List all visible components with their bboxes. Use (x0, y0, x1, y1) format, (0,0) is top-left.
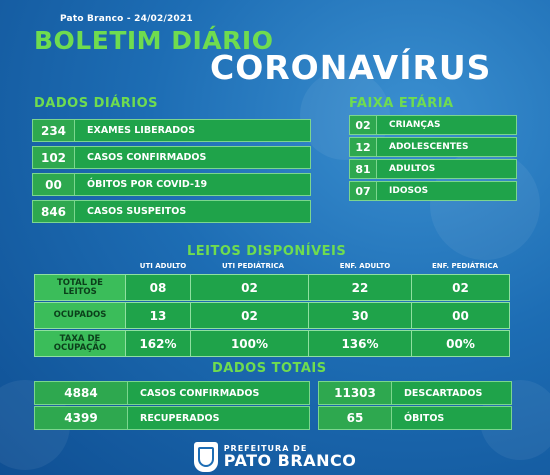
beds-cell: 136% (309, 330, 412, 357)
daily-label: EXAMES LIBERADOS (75, 119, 311, 142)
beds-column-header: UTI PEDIÁTRICA (221, 262, 285, 270)
totals-label: ÓBITOS (392, 406, 512, 430)
totals-label: CASOS CONFIRMADOS (128, 381, 310, 405)
beds-row (34, 274, 510, 301)
beds-cell: 00% (412, 330, 510, 357)
daily-row (32, 146, 311, 169)
age-value: 81 (349, 159, 377, 179)
totals-value: 65 (318, 406, 392, 430)
daily-data-title: DADOS DIÁRIOS (34, 96, 159, 111)
totals-label: DESCARTADOS (392, 381, 512, 405)
bulletin-title: BOLETIM DIÁRIO (34, 26, 274, 55)
beds-cell: 13 (126, 302, 191, 329)
beds-cell: 00 (412, 302, 510, 329)
totals-label: RECUPERADOS (128, 406, 310, 430)
beds-cell: 02 (412, 274, 510, 301)
bulletin-subtitle: CORONAVÍRUS (210, 48, 492, 87)
beds-cell: 02 (191, 302, 309, 329)
city-name: PATO BRANCO (223, 451, 357, 470)
beds-cell: 162% (126, 330, 191, 357)
age-value: 12 (349, 137, 377, 157)
beds-cell: 22 (309, 274, 412, 301)
daily-value: 234 (32, 119, 75, 142)
totals-row (318, 381, 512, 405)
beds-column-header: ENF. PEDIÁTRICA (431, 262, 498, 270)
age-row (349, 181, 517, 201)
age-label: IDOSOS (377, 181, 517, 201)
daily-value: 846 (32, 200, 75, 223)
age-value: 07 (349, 181, 377, 201)
totals-row (34, 406, 310, 430)
totals-title: DADOS TOTAIS (212, 361, 327, 376)
footer-logo (0, 438, 550, 475)
beds-row-label: TAXA DE OCUPAÇÃO (34, 330, 126, 357)
age-row (349, 137, 517, 157)
daily-row (32, 200, 311, 223)
beds-column-header: ENF. ADULTO (339, 262, 391, 270)
age-row (349, 159, 517, 179)
beds-cell: 30 (309, 302, 412, 329)
daily-value: 00 (32, 173, 75, 196)
location-date: Pato Branco - 24/02/2021 (60, 14, 193, 24)
age-row (349, 115, 517, 135)
beds-cell: 02 (191, 274, 309, 301)
age-label: CRIANÇAS (377, 115, 517, 135)
beds-title: LEITOS DISPONÍVEIS (187, 244, 347, 259)
beds-row-label: TOTAL DE LEITOS (34, 274, 126, 301)
daily-label: ÓBITOS POR COVID-19 (75, 173, 311, 196)
daily-row (32, 173, 311, 196)
daily-value: 102 (32, 146, 75, 169)
beds-column-header: UTI ADULTO (139, 262, 187, 270)
age-group-title: FAIXA ETÁRIA (349, 96, 454, 111)
beds-cell: 08 (126, 274, 191, 301)
totals-value: 4884 (34, 381, 128, 405)
prefeitura-name (224, 444, 357, 469)
beds-row-label: OCUPADOS (34, 302, 126, 329)
totals-value: 11303 (318, 381, 392, 405)
daily-row (32, 119, 311, 142)
age-label: ADULTOS (377, 159, 517, 179)
beds-row (34, 302, 510, 329)
city-crest-icon (194, 442, 218, 472)
daily-label: CASOS SUSPEITOS (75, 200, 311, 223)
age-value: 02 (349, 115, 377, 135)
beds-cell: 100% (191, 330, 309, 357)
beds-row (34, 330, 510, 357)
prefeitura-label: PREFEITURA DE (223, 444, 308, 453)
totals-row (318, 406, 512, 430)
totals-row (34, 381, 310, 405)
daily-label: CASOS CONFIRMADOS (75, 146, 311, 169)
age-label: ADOLESCENTES (377, 137, 517, 157)
totals-value: 4399 (34, 406, 128, 430)
